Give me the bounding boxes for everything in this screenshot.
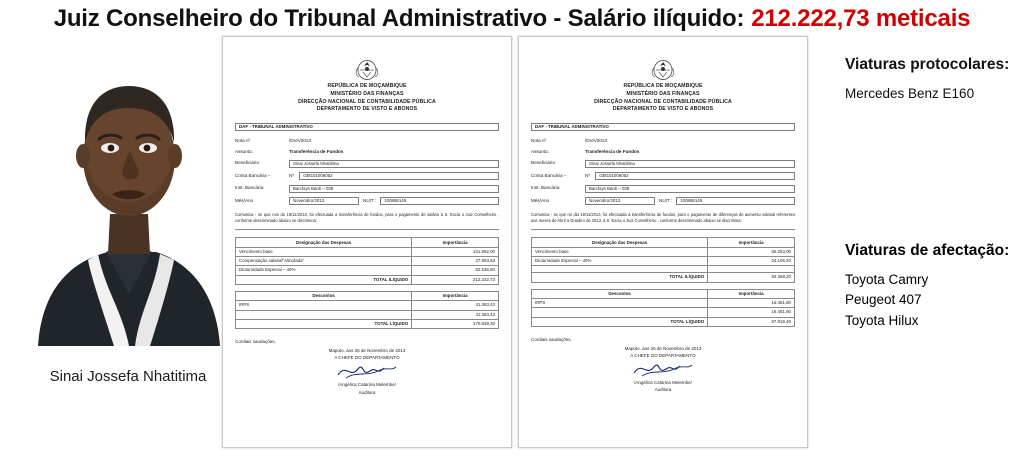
heading-line-2: MINISTÉRIO DAS FINANÇAS [330, 90, 404, 97]
col-descontos: Descontos [532, 289, 708, 298]
total-iliquido-label: TOTAL ILÍQUIDO [236, 275, 412, 284]
portrait-photo [36, 46, 222, 346]
heading-line-1: REPÚBLICA DE MOÇAMBIQUE [327, 83, 407, 89]
nota-value: /DVA/2013 [289, 138, 311, 144]
despesa-value: 52.636,80 [412, 266, 499, 275]
conta-prefix: Nº. [585, 172, 592, 178]
col-importancia: Importância [412, 291, 499, 300]
heading-line-4: DEPARTAMENTO DE VISTO E ABONOS [612, 106, 714, 113]
instituicao-row [531, 185, 795, 193]
portrait-caption: Sinai Jossefa Nhatitima [49, 368, 207, 385]
nota-row [531, 138, 795, 144]
conta-label: Conta Bancária – [531, 172, 567, 178]
despesa-value: 24.105,20 [708, 256, 795, 265]
nota-label: Nota nº [235, 138, 251, 144]
total-liquido-label: TOTAL LÍQUIDO [236, 319, 412, 328]
coat-of-arms-icon [235, 59, 499, 81]
conta-value: 038101006052 [595, 172, 795, 180]
table-total-row [236, 275, 499, 284]
mesano-row [531, 197, 795, 205]
portrait-block [28, 46, 228, 385]
despesa-value: 27.993,83 [412, 256, 499, 265]
assunto-value: Transferência de Fundos [289, 148, 344, 154]
list-item: Toyota Hilux [845, 312, 919, 328]
cordiais-text: Cordiais saudações, [531, 336, 572, 342]
page-header [0, 0, 1024, 38]
portrait-illustration [36, 46, 222, 346]
table-header-row [236, 291, 499, 300]
table-total-row [532, 273, 795, 282]
document-heading [235, 83, 499, 114]
document-heading [531, 83, 795, 114]
desconto-value: 41.383,43 [412, 301, 499, 310]
signature-block [531, 352, 795, 394]
table-row [236, 256, 499, 265]
closing-block [235, 339, 499, 396]
beneficiario-label: Beneficiário [235, 160, 260, 166]
table-row [532, 298, 795, 307]
mesano-row [235, 197, 499, 205]
table-row-blank [532, 266, 795, 273]
beneficiario-value: Sinai Jossefa Nhatitima [289, 160, 499, 168]
signature-area [531, 359, 795, 379]
table-header-row [236, 238, 499, 247]
despesa-label: Diuturnidade Especial – 40% [532, 256, 708, 265]
conta-prefix: Nº. [289, 172, 296, 178]
assunto-label: Assunto: [235, 148, 253, 154]
closing-block [531, 337, 795, 394]
signature-area [235, 361, 499, 381]
place-date: Maputo, aos 26 de Novembro de 2013 [328, 348, 406, 354]
instituicao-row [235, 185, 499, 193]
viaturas-afectacao-list [845, 270, 1015, 331]
descontos-table [235, 291, 499, 329]
despesa-label: Diuturnidade Especial – 40% [236, 266, 412, 275]
cordiais-text: Cordiais saudações, [235, 339, 276, 345]
despesa-value: 60.263,00 [708, 247, 795, 256]
beneficiario-value: Sinai Jossefa Nhatitima [585, 160, 795, 168]
signer-name: /Angélica Catarina Melembe/ [634, 380, 692, 386]
col-descontos: Descontos [236, 291, 412, 300]
assunto-row [235, 149, 499, 155]
col-importancia: Importância [708, 238, 795, 247]
blank-cell [532, 308, 708, 317]
desconto-label: IRPS [236, 301, 412, 310]
conta-row [235, 172, 499, 180]
table-row [532, 256, 795, 265]
viaturas-afectacao-block [845, 242, 1015, 331]
signer-role: Auditora [358, 389, 376, 395]
desconto-label: IRPS [532, 298, 708, 307]
despesa-label: Vencimento base [532, 247, 708, 256]
blank-cell [236, 310, 412, 319]
table-row-blank [236, 310, 499, 319]
nota-row [235, 138, 499, 144]
total-iliquido-value: 84.368,20 [708, 273, 795, 282]
page-title: Juiz Conselheiro do Tribunal Administrativo - Salário ilíquido: [53, 5, 745, 32]
conta-value: 038101006052 [299, 172, 499, 180]
total-liquido-label: TOTAL LÍQUIDO [532, 317, 708, 326]
descontos-table [531, 289, 795, 327]
total-liquido-value: 170.839,30 [412, 319, 499, 328]
assunto-value: Transferência de Fundos [585, 148, 640, 154]
heading-line-3: DIRECÇÃO NACIONAL DE CONTABILIDADE PÚBLICA [594, 98, 732, 105]
document-note: Comunica - se que nos do 19/11/2013, foi efectuada a transferência de fundos, para o pagamento de salário à S. Excia o Juiz Conselheiro , conforme descriminado abaixo se discrimina: [235, 212, 499, 230]
beneficiario-row [531, 160, 795, 168]
table-row [532, 247, 795, 256]
despesas-table [235, 237, 499, 285]
signer-role: Auditora [654, 387, 672, 393]
handwritten-signature-icon [628, 359, 698, 379]
conta-label: Conta Bancária – [235, 172, 271, 178]
heading-line-1: REPÚBLICA DE MOÇAMBIQUE [623, 83, 703, 89]
viaturas-protocolares-block [845, 56, 1015, 104]
table-row [236, 266, 499, 275]
table-header-row [532, 238, 795, 247]
mesano-label: Mês/Ano [531, 197, 550, 203]
chefe-label: A CHEFE DO DEPARTAMENTO [630, 352, 696, 358]
total-iliquido-value: 212.222,73 [412, 275, 499, 284]
table-row [236, 301, 499, 310]
place-date: Maputo, aos 26 de Novembro de 2013 [624, 345, 702, 351]
despesa-value: 131.592,00 [412, 247, 499, 256]
table-row [236, 247, 499, 256]
heading-line-2: MINISTÉRIO DAS FINANÇAS [626, 90, 700, 97]
despesa-label: Vencimento base [236, 247, 412, 256]
nuit-label: NUIT : [659, 197, 673, 203]
mesano-label: Mês/Ano [235, 197, 254, 203]
nuit-value: 100895145 [380, 197, 499, 205]
nuit-value: 100895145 [676, 197, 795, 205]
descontos-subtotal: 16.451,80 [708, 308, 795, 317]
despesa-label: Compensação salarial"Almofada" [236, 256, 412, 265]
nota-value: /DVA/2013 [585, 138, 607, 144]
beneficiario-row [235, 160, 499, 168]
list-item: Toyota Camry [845, 272, 929, 287]
mesano-value: Novembro/2013 [585, 197, 655, 205]
blank-cell [532, 266, 708, 273]
table-total-row [236, 319, 499, 328]
assunto-label: Assunto: [531, 148, 549, 154]
list-item: Peugeot 407 [845, 292, 922, 308]
mesano-value: Novembro/2013 [289, 197, 359, 205]
col-designacao: Designação das Despesas [236, 238, 412, 247]
document-note: Comunica - se que no dia 19/11/2013, foi efectuada a transferência de fundos, para o pagamento de diferenças de aumento salarial referentes aos meses de Abril a Outubro de 2013, à S. Excia o Juiz Conselheiro , conforme descriminado abaixo se discrimina: [531, 212, 795, 230]
instituicao-value: Barclays Bank – 038 [585, 185, 795, 193]
nuit-label: NUIT : [363, 197, 377, 203]
coat-of-arms-icon [531, 59, 795, 81]
table-total-row [532, 317, 795, 326]
signer-name: /Angélica Catarina Melembe/ [338, 382, 396, 388]
col-importancia: Importância [708, 289, 795, 298]
total-iliquido-label: TOTAL ILÍQUIDO [532, 273, 708, 282]
document-sheet-1 [222, 36, 512, 448]
instituicao-value: Barclays Bank – 038 [289, 185, 499, 193]
desconto-value: 16.451,80 [708, 298, 795, 307]
despesas-table [531, 237, 795, 282]
col-importancia: Importância [412, 238, 499, 247]
daf-field: DAF - TRIBUNAL ADMINISTRATIVO [235, 123, 499, 131]
assunto-row [531, 149, 795, 155]
col-designacao: Designação das Despesas [532, 238, 708, 247]
descontos-subtotal: 41.383,43 [412, 310, 499, 319]
heading-line-3: DIRECÇÃO NACIONAL DE CONTABILIDADE PÚBLICA [298, 98, 436, 105]
viaturas-protocolares-title: Viaturas protocolares: [845, 56, 1010, 73]
blank-cell [708, 266, 795, 273]
conta-row [531, 172, 795, 180]
salary-amount: 212.222,73 meticais [751, 5, 971, 32]
instituicao-label: Inst. Bancária: [531, 185, 561, 191]
total-liquido-value: 67.916,40 [708, 317, 795, 326]
viaturas-protocolares-item: Mercedes Benz E160 [845, 86, 975, 101]
documents-container [222, 36, 808, 448]
handwritten-signature-icon [332, 361, 402, 381]
table-header-row [532, 289, 795, 298]
document-sheet-2 [518, 36, 808, 448]
daf-field: DAF - TRIBUNAL ADMINISTRATIVO [531, 123, 795, 131]
heading-line-4: DEPARTAMENTO DE VISTO E ABONOS [316, 106, 418, 113]
viaturas-afectacao-title: Viaturas de afectação: [845, 242, 1010, 259]
beneficiario-label: Beneficiário [531, 160, 556, 166]
chefe-label: A CHEFE DO DEPARTAMENTO [334, 355, 400, 361]
nota-label: Nota nº [531, 138, 547, 144]
table-row-blank [532, 308, 795, 317]
instituicao-label: Inst. Bancária: [235, 185, 265, 191]
signature-block [235, 354, 499, 396]
